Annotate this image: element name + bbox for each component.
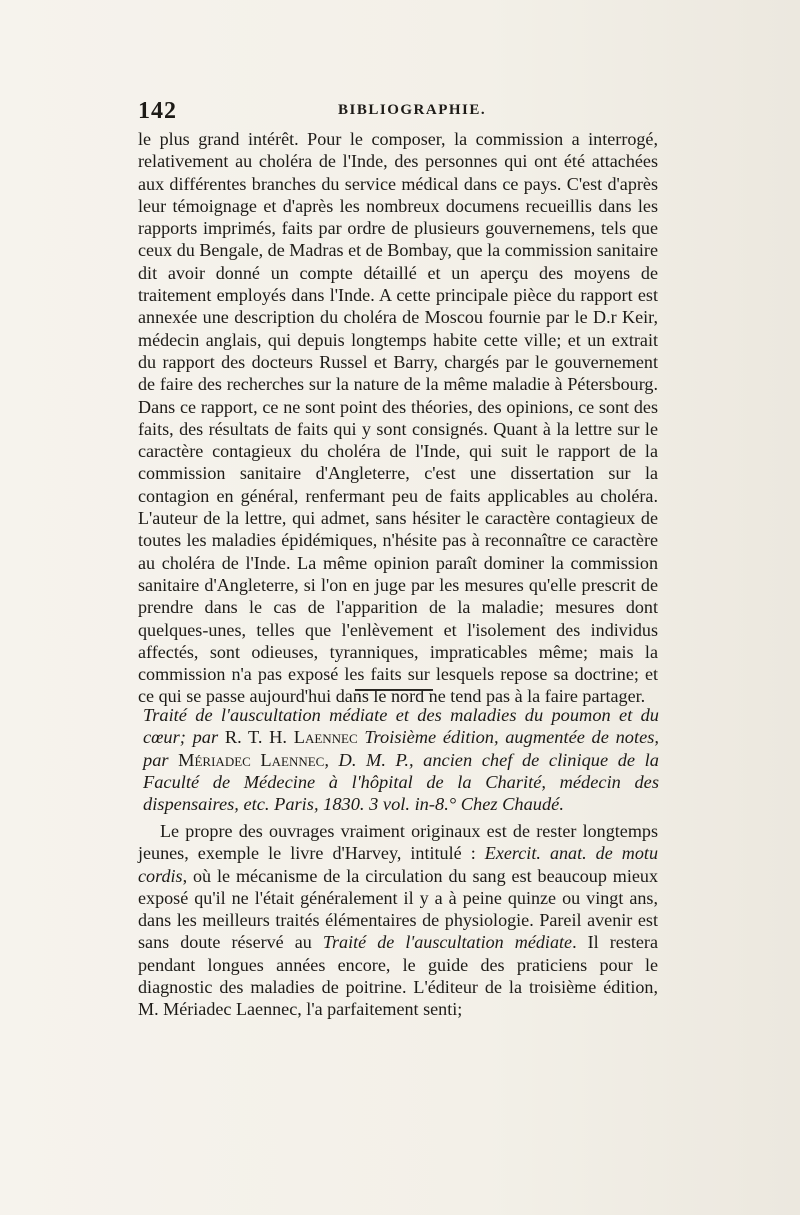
paragraph-2-part-3: . Il restera pendant longues années encore, le guide des praticiens pour le diagnostic des maladies de poitrine. L'éditeur de la troisième édition, M. Mériadec Laennec, l'a parfaitement senti; (138, 932, 658, 1020)
paragraph-2-part-2: , où le mécanisme de la circulation du sang est beaucoup mieux exposé qu'il ne l'était généralement il y a à peine quinze ou vingt ans, dans les meilleurs traités élémentaires de physiologie. Pareil avenir est sans doute réservé au (138, 865, 658, 953)
citation-editor-name: Mériadec Laennec (178, 749, 325, 770)
page-number: 142 (138, 98, 177, 124)
section-divider (355, 689, 433, 691)
work-title-traite: Traité de l'auscultation médiate (322, 932, 573, 953)
body-paragraph-1: le plus grand intérêt. Pour le composer, la commission a interrogé, relativement au choléra de l'Inde, des personnes qui ont été attachées aux différentes branches du service médical dans ce pays. C'est d'après leur témoignage et d'après les nombreux documens recueillis dans les rapports imprimés, faits par ordre de plusieurs gouvernemens, tels que ceux du Bengale, de Madras et de Bombay, que la commission sanitaire dit avoir donné un compte détaillé et un aperçu des moyens de traitement employés dans l'Inde. A cette principale pièce du rapport est annexée une description du choléra de Moscou fournie par le D.r Keir, médecin anglais, qui depuis longtemps habite cette ville; et un extrait du rapport des docteurs Russel et Barry, chargés par le gouvernement de faire des recherches sur la nature de la même maladie à Pétersbourg. Dans ce rapport, ce ne sont point des théories, des opinions, ce sont des faits, des résultats de faits qui y sont consignés. Quant à la lettre sur le caractère contagieux du choléra de l'Inde, qui suit le rapport de la commission sanitaire d'Angleterre, c'est une dissertation sur la contagion en général, renfermant peu de faits applicables au choléra. L'auteur de la lettre, qui admet, sans hésiter le caractère contagieux de toutes les maladies épidémiques, n'hésite pas à reconnaître ce caractère au choléra de l'Inde. La même opinion paraît dominer la commission sanitaire d'Angleterre, si l'on en juge par les mesures qu'elle prescrit de prendre dans le cas de l'apparition de la maladie; mesures dont quelques-unes, telles que l'enlèvement et l'isolement des individus affectés, sont odieuses, tyranniques, impraticables même; mais la commission n'a pas exposé les faits sur lesquels repose sa doctrine; et ce qui se passe aujourd'hui dans le nord ne tend pas à la faire partager. (138, 129, 658, 707)
citation-author-initials: R. T. H. (224, 727, 294, 748)
running-head: BIBLIOGRAPHIE. (338, 102, 487, 118)
work-title-harvey: Exercit. anat. de motu cordis (138, 843, 658, 886)
paragraph-2-part-1: Le propre des ouvrages vraiment originaux est de rester longtemps jeunes, exemple le livre d'Harvey, intitulé : (138, 821, 658, 864)
citation-author-name: Laennec (293, 727, 358, 748)
citation-by: par (185, 727, 225, 748)
citation-edition: Troisième édition, augmentée de notes, par (143, 727, 660, 770)
body-paragraph-2 (138, 820, 658, 1021)
bibliographic-citation (143, 704, 659, 815)
citation-editor-desc: , D. M. P., ancien chef de clinique de la Faculté de Médecine à l'hôpital de la Charité, médecin des dispensaires, etc. Paris, 1830. 3 vol. in-8.° Chez Chaudé. (143, 749, 659, 815)
citation-title: Traité de l'auscultation médiate et des maladies du poumon et du cœur; (143, 705, 659, 748)
page-header (138, 98, 668, 128)
